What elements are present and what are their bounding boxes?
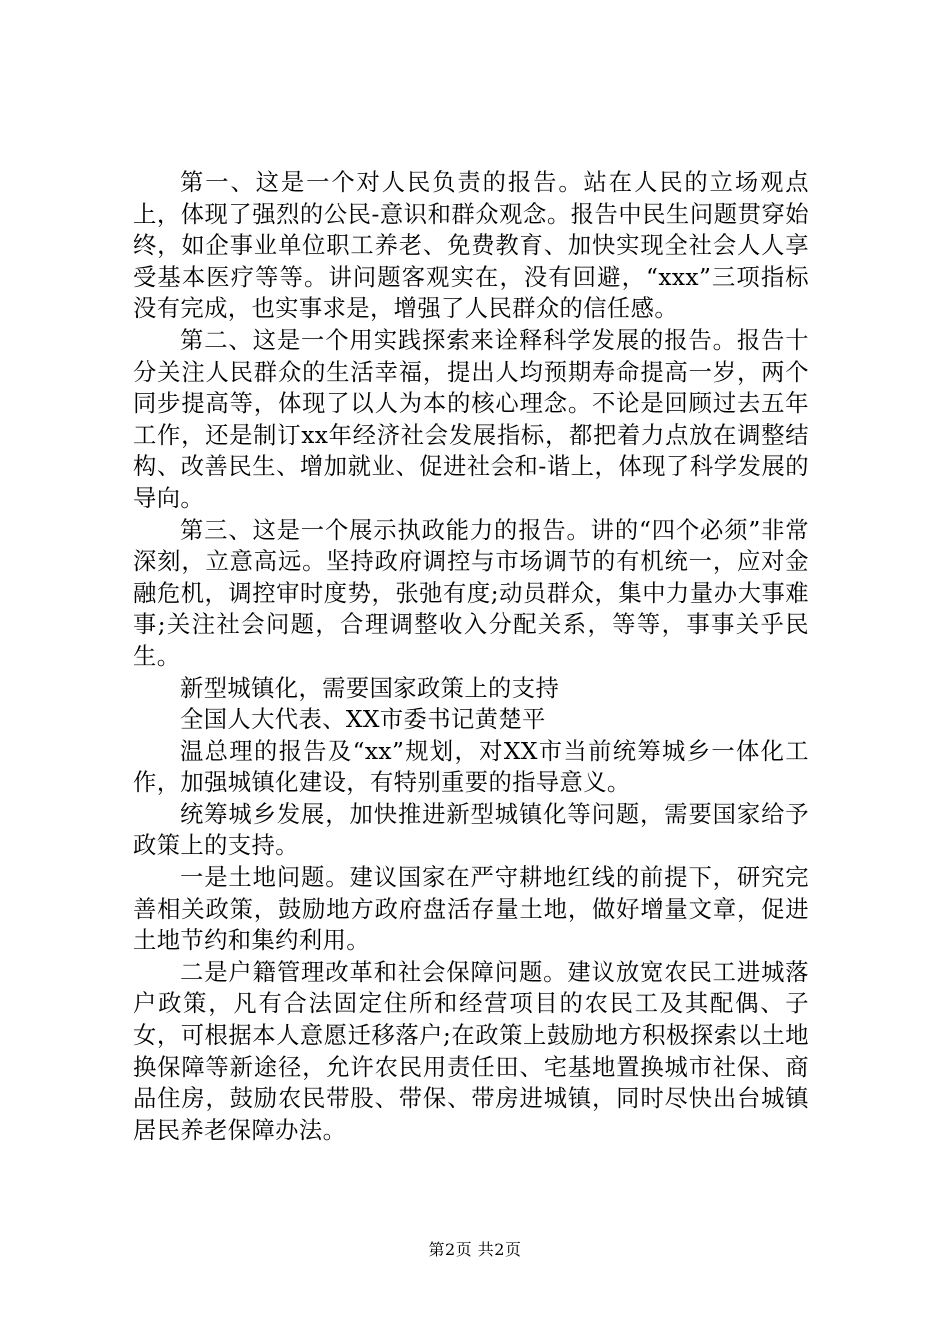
paragraph-7: 统筹城乡发展，加快推进新型城镇化等问题，需要国家给予政策上的支持。	[133, 800, 809, 860]
paragraph-2: 第二、这是一个用实践探索来诠释科学发展的报告。报告十分关注人民群众的生活幸福，提出人均预期寿命提高一岁，两个同步提高等，体现了以人为本的核心理念。不论是回顾过去五年工作，还是制订xx年经济社会发展指标，都把着力点放在调整结构、改善民生、增加就业、促进社会和-谐上，体现了科学发展的导向。	[133, 326, 809, 512]
paragraph-9: 二是户籍管理改革和社会保障问题。建议放宽农民工进城落户政策，凡有合法固定住所和经营项目的农民工及其配偶、子女，可根据本人意愿迁移落户;在政策上鼓励地方积极探索以土地换保障等新途径，允许农民用责任田、宅基地置换城市社保、商品住房，鼓励农民带股、带保、带房进城镇，同时尽快出台城镇居民养老保障办法。	[133, 958, 809, 1144]
author-line: 全国人大代表、XX市委书记黄楚平	[180, 706, 546, 734]
document-body	[133, 167, 809, 1146]
section-heading: 新型城镇化，需要国家政策上的支持	[180, 674, 560, 702]
paragraph-3: 第三、这是一个展示执政能力的报告。讲的“四个必须”非常深刻，立意高远。坚持政府调控与市场调节的有机统一，应对金融危机，调控审时度势，张弛有度;动员群众，集中力量办大事难事;关注社会问题，合理调整收入分配关系，等等，事事关乎民生。	[133, 516, 809, 670]
page-number-footer: 第2页 共2页	[428, 1240, 522, 1259]
paragraph-1: 第一、这是一个对人民负责的报告。站在人民的立场观点上，体现了强烈的公民-意识和群众观念。报告中民生问题贯穿始终，如企事业单位职工养老、免费教育、加快实现全社会人人享受基本医疗等等。讲问题客观实在，没有回避，“xxx”三项指标没有完成，也实事求是，增强了人民群众的信任感。	[133, 169, 809, 323]
paragraph-8: 一是土地问题。建议国家在严守耕地红线的前提下，研究完善相关政策，鼓励地方政府盘活存量土地，做好增量文章，促进土地节约和集约利用。	[133, 864, 809, 955]
paragraph-6: 温总理的报告及“xx”规划，对XX市当前统筹城乡一体化工作，加强城镇化建设，有特别重要的指导意义。	[133, 737, 809, 797]
